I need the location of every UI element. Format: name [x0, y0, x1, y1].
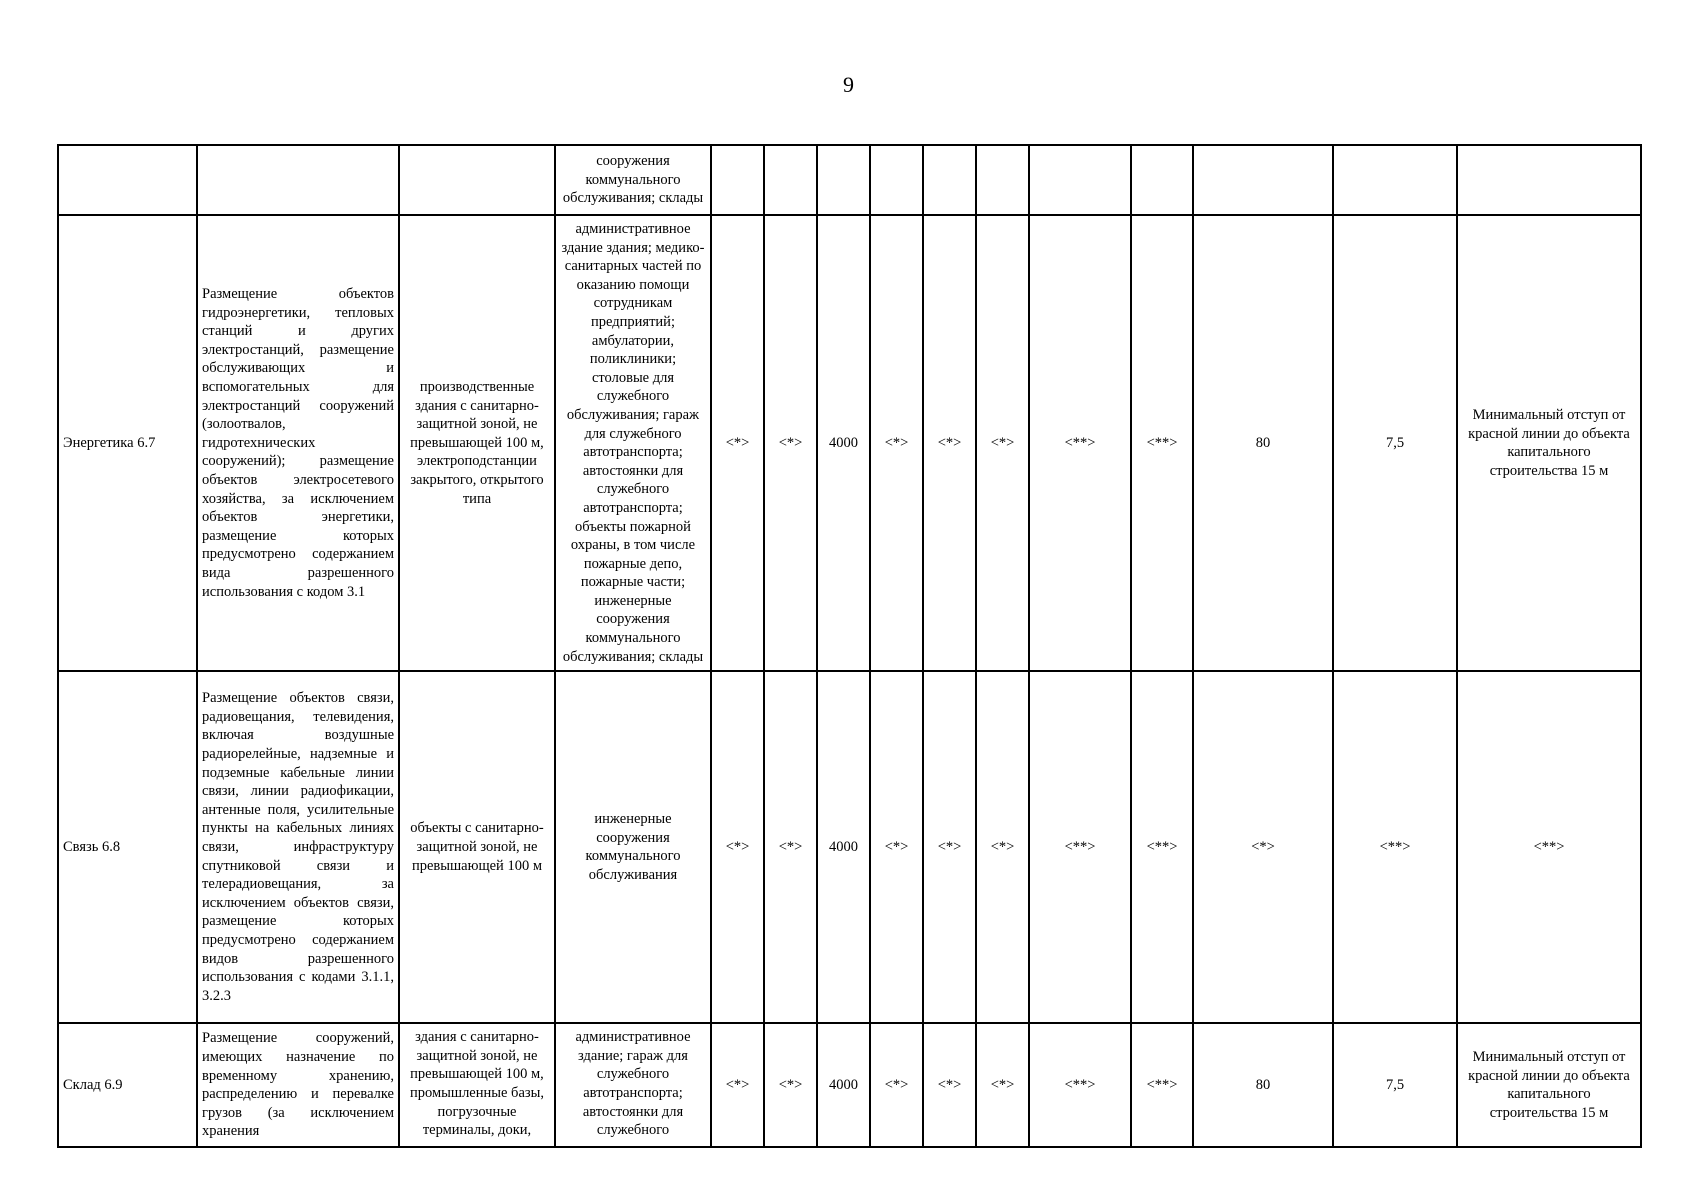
param-cell: <*> [711, 671, 764, 1023]
param-cell: <*> [976, 1023, 1029, 1147]
param-cell [976, 145, 1029, 215]
param-cell [711, 145, 764, 215]
param-cell: 80 [1193, 215, 1333, 671]
note-cell: Минимальный отступ от красной линии до объекта капитального строительства 15 м [1457, 1023, 1641, 1147]
use-name-cell [58, 145, 197, 215]
conditional-use-cell: здания с санитарно-защитной зоной, не превышающей 100 м, промышленные базы, погрузочные терминалы, доки, [399, 1023, 555, 1147]
param-cell [870, 145, 923, 215]
param-cell: 7,5 [1333, 1023, 1457, 1147]
param-cell: 7,5 [1333, 215, 1457, 671]
auxiliary-use-cell: инженерные сооружения коммунального обслуживания [555, 671, 711, 1023]
use-description-cell: Размещение объектов связи, радиовещания, телевидения, включая воздушные радиорелейные, надземные и подземные кабельные линии связи, линии радиофикации, антенные поля, усилительные пункты на кабельных линиях связи, инфраструктуру спутниковой связи и телерадиовещания, за исключением объектов связи, размещение которых предусмотрено содержанием видов разрешенного использования с кодами 3.1.1, 3.2.3 [197, 671, 399, 1023]
table-row [58, 215, 1641, 671]
table-row [58, 671, 1641, 1023]
auxiliary-use-text: сооружения коммунального обслуживания; склады [562, 153, 704, 207]
auxiliary-use-cell: административное здание; гараж для служебного автотранспорта; автостоянки для служебного [555, 1023, 711, 1147]
param-cell: <*> [764, 671, 817, 1023]
param-cell: <**> [1131, 671, 1193, 1023]
param-cell: <**> [1029, 215, 1131, 671]
param-cell [1029, 145, 1131, 215]
param-cell: <*> [923, 671, 976, 1023]
use-description-cell: Размещение объектов гидроэнергетики, тепловых станций и других электростанций, размещение обслуживающих и вспомогательных для электростанций сооружений (золоотвалов, гидротехнических сооружений); размещение объектов электросетевого хозяйства, за исключением объектов энергетики, размещение которых предусмотрено содержанием вида разрешенного использования с кодом 3.1 [197, 215, 399, 671]
conditional-use-cell: производственные здания с санитарно-защитной зоной, не превышающей 100 м, электроподстанции закрытого, открытого типа [399, 215, 555, 671]
param-cell: <**> [1029, 1023, 1131, 1147]
note-cell [1457, 145, 1641, 215]
param-cell: <*> [764, 1023, 817, 1147]
use-name-cell: Энергетика 6.7 [58, 215, 197, 671]
param-cell: <**> [1029, 671, 1131, 1023]
regulations-table [57, 144, 1642, 1148]
param-cell: <**> [1131, 215, 1193, 671]
param-cell [764, 145, 817, 215]
note-cell: Минимальный отступ от красной линии до объекта капитального строительства 15 м [1457, 215, 1641, 671]
param-cell: 4000 [817, 215, 870, 671]
param-cell: <*> [711, 215, 764, 671]
param-cell: <*> [870, 1023, 923, 1147]
param-cell [817, 145, 870, 215]
use-description-cell [197, 145, 399, 215]
param-cell: <*> [711, 1023, 764, 1147]
param-cell: <*> [870, 215, 923, 671]
auxiliary-use-cell [555, 145, 711, 215]
param-cell: <*> [1193, 671, 1333, 1023]
param-cell: <*> [976, 215, 1029, 671]
conditional-use-cell [399, 145, 555, 215]
use-name-cell: Связь 6.8 [58, 671, 197, 1023]
table-row [58, 1023, 1641, 1147]
table-row [58, 145, 1641, 215]
param-cell: <*> [923, 1023, 976, 1147]
conditional-use-cell: объекты с санитарно-защитной зоной, не превышающей 100 м [399, 671, 555, 1023]
use-description-cell: Размещение сооружений, имеющих назначение по временному хранению, распределению и перевалке грузов (за исключением хранения [197, 1023, 399, 1147]
param-cell [1193, 145, 1333, 215]
param-cell [1333, 145, 1457, 215]
param-cell [923, 145, 976, 215]
note-cell: <**> [1457, 671, 1641, 1023]
param-cell: <*> [976, 671, 1029, 1023]
param-cell: 4000 [817, 671, 870, 1023]
param-cell: 80 [1193, 1023, 1333, 1147]
param-cell: <**> [1131, 1023, 1193, 1147]
page-number: 9 [843, 72, 854, 97]
use-name-cell: Склад 6.9 [58, 1023, 197, 1147]
param-cell: <*> [870, 671, 923, 1023]
param-cell [1131, 145, 1193, 215]
auxiliary-use-cell: административное здание здания; медико-санитарных частей по оказанию помощи сотрудникам предприятий; амбулатории, поликлиники; столовые для служебного обслуживания; гараж для служебного автотранспорта; автостоянки для служебного автотранспорта; объекты пожарной охраны, в том числе пожарные депо, пожарные части; инженерные сооружения коммунального обслуживания; склады [555, 215, 711, 671]
param-cell: <*> [923, 215, 976, 671]
param-cell: <*> [764, 215, 817, 671]
param-cell: <**> [1333, 671, 1457, 1023]
param-cell: 4000 [817, 1023, 870, 1147]
